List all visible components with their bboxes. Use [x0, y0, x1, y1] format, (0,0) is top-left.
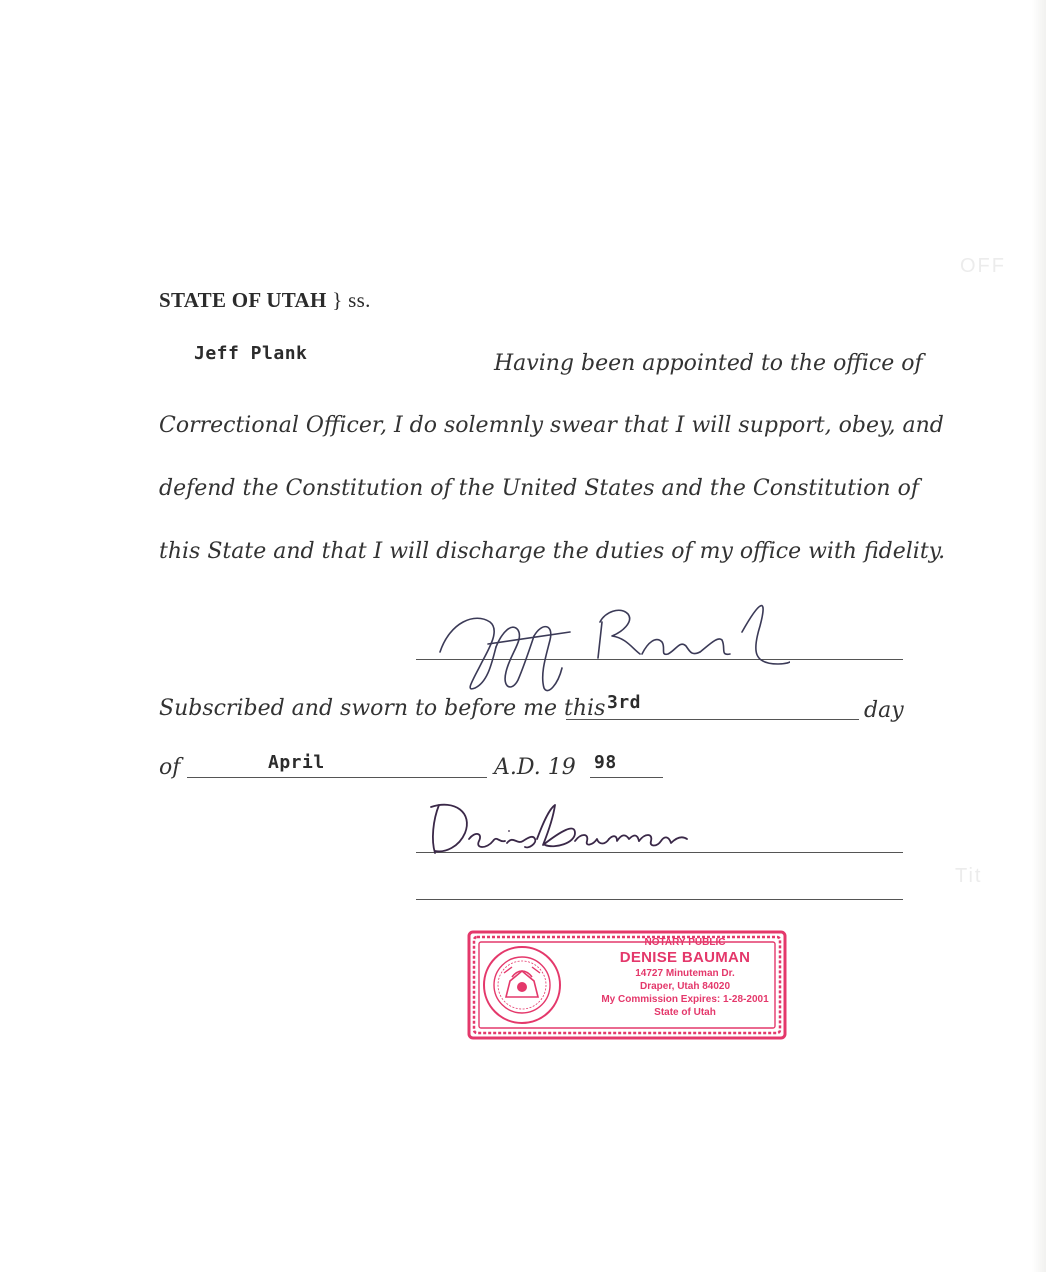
affiant-name: Jeff Plank	[194, 343, 308, 364]
oath-line-1: Having been appointed to the office of	[494, 351, 923, 376]
stamp-address-1: 14727 Minuteman Dr.	[635, 968, 735, 979]
year-line	[590, 777, 663, 778]
oath-line-2: Correctional Officer, I do solemnly swear that I will support, obey, and	[159, 413, 944, 438]
stamp-state: State of Utah	[654, 1007, 716, 1018]
notary-signature	[425, 795, 705, 865]
document-heading	[159, 288, 371, 313]
year-prefix: A.D. 19	[494, 755, 576, 780]
affiant-signature	[430, 592, 790, 702]
stamp-notary-name: DENISE BAUMAN	[619, 949, 751, 966]
stamp-title: NOTARY PUBLIC	[644, 937, 726, 948]
stamp-text-block	[590, 936, 780, 1019]
page-edge	[1032, 0, 1046, 1272]
bleed-through-mark: Tit	[955, 865, 983, 887]
month-value: April	[268, 752, 325, 773]
ss-marker: } ss.	[332, 288, 371, 312]
day-line	[566, 719, 859, 720]
month-line	[187, 777, 487, 778]
notary-title-line	[416, 899, 903, 900]
stamp-commission: My Commission Expires: 1-28-2001	[601, 994, 769, 1005]
of-label: of	[159, 755, 181, 780]
stamp-address-2: Draper, Utah 84020	[639, 981, 731, 992]
day-value: 3rd	[607, 692, 642, 713]
oath-line-4: this State and that I will discharge the duties of my office with fidelity.	[159, 539, 946, 564]
state-name: STATE OF UTAH	[159, 288, 327, 312]
state-seal-icon	[484, 947, 560, 1023]
oath-line-3: defend the Constitution of the United States and the Constitution of	[159, 476, 919, 501]
year-value: 98	[594, 752, 617, 773]
bleed-through-mark: OFF	[960, 255, 1006, 277]
subscribed-text: Subscribed and sworn to before me this	[159, 696, 606, 721]
day-label: day	[864, 698, 904, 723]
